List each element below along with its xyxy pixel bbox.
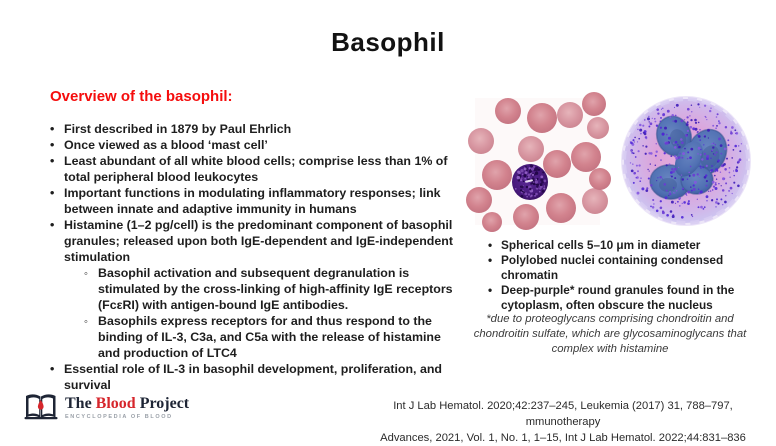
list-item: • Spherical cells 5–10 μm in diameter xyxy=(488,238,760,253)
logo-text xyxy=(65,395,189,420)
reference-line: Int J Lab Hematol. 2020;42:237–245, Leukemia (2017) 31, 788–797, mmunotherapy xyxy=(393,400,733,428)
list-item: • Least abundant of all white blood cells; comprise less than 1% of total peripheral blood leukocytes xyxy=(50,153,464,185)
list-item: • Once viewed as a blood ‘mast cell’ xyxy=(50,137,464,153)
bullet-dot-icon xyxy=(50,153,64,185)
bullet-circle-icon xyxy=(84,265,98,313)
list-item: • Polylobed nuclei containing condensed chromatin xyxy=(488,253,760,283)
page-title: Basophil xyxy=(331,27,445,57)
morphology-bullet-list xyxy=(488,238,760,313)
bullet-dot-icon xyxy=(488,283,501,313)
open-book-icon xyxy=(24,392,58,422)
basophil-closeup-image xyxy=(618,95,755,232)
reference-line: Advances, 2021, Vol. 1, No. 1, 1–15, Int J Lab Hematol. 2022;44:831–836 xyxy=(380,432,746,444)
overview-heading: Overview of the basophil: xyxy=(50,88,233,105)
bullet-dot-icon xyxy=(50,121,64,137)
list-item: • First described in 1879 by Paul Ehrlich xyxy=(50,121,464,137)
basophil-cell-small xyxy=(512,164,548,200)
logo-wordmark: The Blood Project xyxy=(65,394,190,412)
references xyxy=(356,398,770,446)
footnote: *due to proteoglycans comprising chondroitin and chondroitin sulfate, which are glycosaminoglycans that complex with histamine xyxy=(473,313,747,355)
list-item: • Important functions in modulating inflammatory responses; link between innate and adaptive immunity in humans xyxy=(50,185,464,217)
list-item: • Deep-purple* round granules found in the cytoplasm, often obscure the nucleus xyxy=(488,283,760,313)
bullet-dot-icon xyxy=(50,361,64,393)
blood-project-logo xyxy=(24,392,189,422)
bullet-dot-icon xyxy=(488,253,501,283)
list-item: • Essential role of IL-3 in basophil development, proliferation, and survival xyxy=(50,361,464,393)
bullet-dot-icon xyxy=(50,185,64,217)
bullet-dot-icon xyxy=(488,238,501,253)
overview-bullet-list xyxy=(50,121,464,393)
bullet-dot-icon xyxy=(50,137,64,153)
list-item: • Histamine (1–2 pg/cell) is the predominant component of basophil granules; released upon both IgE-dependent and IgE-independent stimulation xyxy=(50,217,464,265)
list-item-sub: ◦ Basophils express receptors for and thus respond to the binding of IL-3, C3a, and C5a with the release of histamine and production of LTC4 xyxy=(50,313,464,361)
blood-smear-image xyxy=(475,98,600,225)
logo-tagline: ENCYCLOPEDIA OF BLOOD xyxy=(65,413,173,420)
list-item-sub: ◦ Basophil activation and subsequent degranulation is stimulated by the cross-linking of high-affinity IgE receptors (FcεRI) with antigen-bound IgE antibodies. xyxy=(50,265,464,313)
bullet-circle-icon xyxy=(84,313,98,361)
bullet-dot-icon xyxy=(50,217,64,265)
